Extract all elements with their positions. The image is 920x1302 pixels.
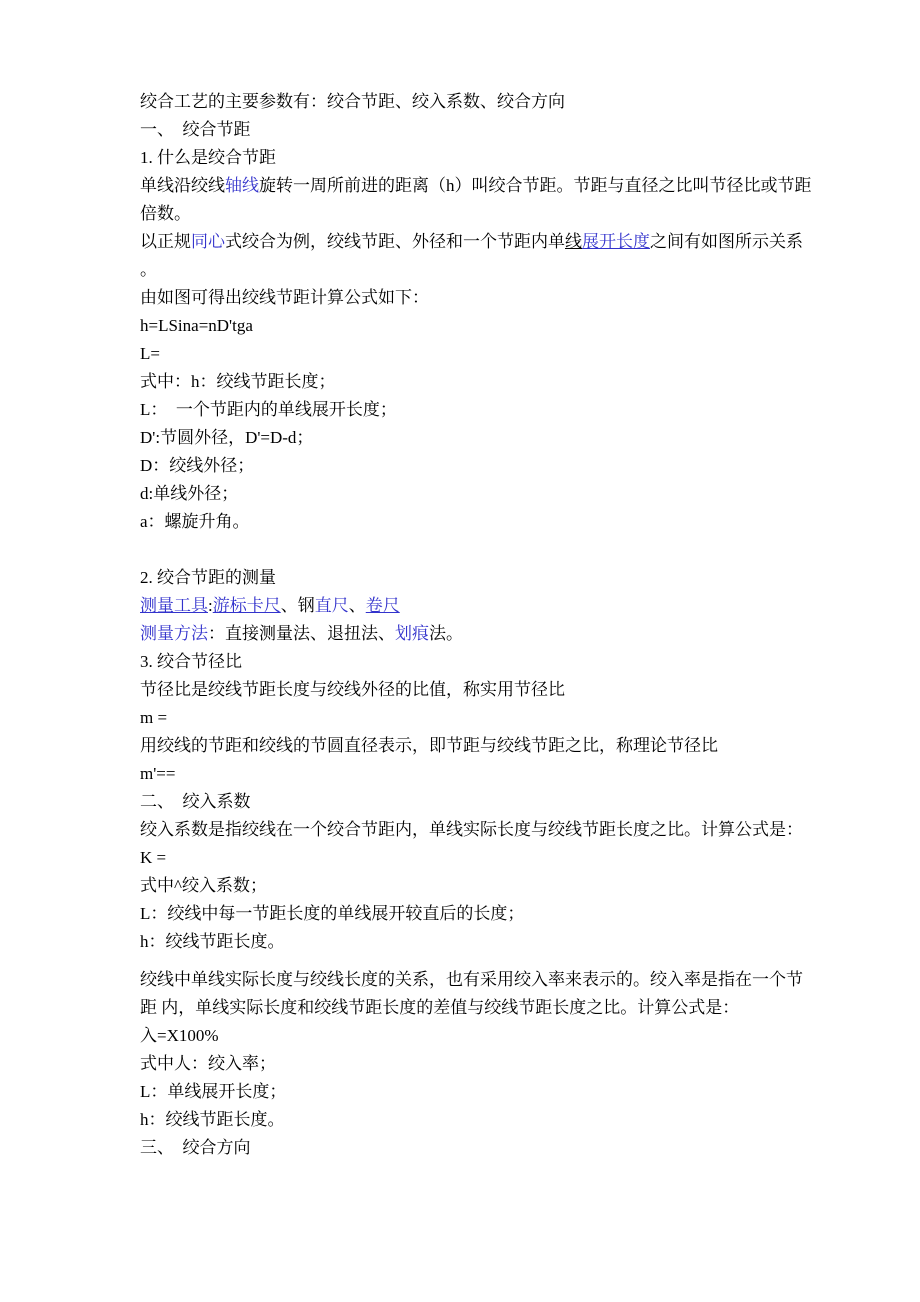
def-L: [140, 396, 795, 424]
text-run: 距 内，单线实际长度和绞线节距长度的差值与绞线节距长度之比。计算公式是：: [140, 998, 740, 1017]
text-run: :: [208, 596, 213, 615]
para-concentric-line-2: [140, 256, 795, 284]
para-concentric-line-1: [140, 228, 803, 256]
measuring-methods-line: [140, 620, 795, 648]
formula-K: [140, 844, 795, 872]
para-ratio-theoretical: [140, 732, 795, 760]
text-run: 三、 绞合方向: [140, 1138, 251, 1157]
text-run: 式中：h：绞线节距长度；: [140, 372, 336, 391]
text-run: 法。: [429, 624, 463, 643]
developed-length-link[interactable]: 展开长度: [582, 232, 650, 251]
text-run: 1. 什么是绞合节距: [140, 148, 276, 167]
text-run: 2. 绞合节距的测量: [140, 568, 276, 587]
subheading-1-3: [140, 648, 795, 676]
def-d: [140, 480, 795, 508]
formula-lambda: [140, 1022, 795, 1050]
vernier-caliper-link[interactable]: 游标卡尺: [212, 596, 281, 615]
measuring-methods-link[interactable]: 测量方法: [140, 624, 208, 643]
text-run: h：绞线节距长度。: [140, 932, 285, 951]
text-run: 由如图可得出绞线节距计算公式如下：: [140, 288, 429, 307]
text-run: h=LSina=nD'tga: [140, 316, 253, 335]
heading-section-1: [140, 116, 795, 144]
text-run: 式中人：绞入率；: [140, 1054, 276, 1073]
text-run: a：螺旋升角。: [140, 512, 250, 531]
def-lambda: [140, 1050, 795, 1078]
measuring-tools-line: [140, 592, 795, 620]
text-run: h：绞线节距长度。: [140, 1110, 285, 1129]
text-run: 二、 绞入系数: [140, 792, 251, 811]
text-run: m'==: [140, 764, 176, 783]
def-h3: [140, 1106, 795, 1134]
para-rate-line-1: [140, 966, 803, 994]
heading-section-3: [140, 1134, 795, 1162]
text-run: 一、 绞合节距: [140, 120, 251, 139]
intro-line: [140, 88, 795, 116]
para-rate-line-2: [140, 994, 795, 1022]
def-K: [140, 872, 795, 900]
text-run: 用绞线的节距和绞线的节圆直径表示，即节距与绞线节距之比，称理论节径比: [140, 736, 718, 755]
formula-h: [140, 312, 795, 340]
text-run: L： 一个节距内的单线展开长度；: [140, 400, 397, 419]
subheading-1-1: [140, 144, 795, 172]
text-run: D：绞线外径；: [140, 456, 255, 475]
tape-measure-link[interactable]: 卷尺: [365, 596, 400, 615]
text-run: 。: [140, 260, 157, 279]
text-run: K =: [140, 848, 167, 867]
formula-intro: [140, 284, 795, 312]
concentric-link[interactable]: 同心: [191, 232, 225, 251]
scratch-link[interactable]: 划痕: [395, 624, 429, 643]
text-run: 式中^绞入系数；: [140, 876, 267, 895]
text-run: L：单线展开长度；: [140, 1082, 287, 1101]
text-run: ：直接测量法、退扭法、: [208, 624, 395, 643]
text-run: 节径比是绞线节距长度与绞线外径的比值，称实用节径比: [140, 680, 565, 699]
para-pitch-def-line-2: [140, 200, 795, 228]
text-run: 入=X100%: [140, 1026, 219, 1045]
heading-section-2: [140, 788, 795, 816]
text-run: 3. 绞合节径比: [140, 652, 242, 671]
text-run: 、: [348, 596, 366, 615]
def-D-prime: [140, 424, 795, 452]
text-run: L=: [140, 344, 160, 363]
def-a: [140, 508, 795, 536]
para-coefficient-def: [140, 816, 803, 844]
text-run: m =: [140, 708, 168, 727]
axis-link[interactable]: 轴线: [225, 176, 259, 195]
formula-m: [140, 704, 795, 732]
measuring-tools-link[interactable]: 测量工具: [140, 596, 208, 615]
def-D: [140, 452, 795, 480]
text-run: 单线沿绞线: [140, 176, 225, 195]
text-run: 以正规: [140, 232, 191, 251]
text-run: D':节圆外径，D'=D-d；: [140, 428, 314, 447]
def-L3: [140, 1078, 795, 1106]
text-run: 旋转一周所前进的距离（h）叫绞合节距。节距与直径之比叫节径比或节距: [259, 176, 812, 195]
text-run: 绞入系数是指绞线在一个绞合节距内，单线实际长度与绞线节距长度之比。计算公式是：: [140, 820, 803, 839]
text-run: 绞线中单线实际长度与绞线长度的关系，也有采用绞入率来表示的。绞入率是指在一个节: [140, 970, 803, 989]
formula-L: [140, 340, 795, 368]
text-run: 倍数。: [140, 204, 191, 223]
text-run: 、钢: [280, 596, 315, 615]
text-run: d:单线外径；: [140, 484, 239, 503]
text-run: 绞合工艺的主要参数有：绞合节距、绞入系数、绞合方向: [140, 92, 565, 111]
def-h: [140, 368, 795, 396]
blank-line: [140, 536, 795, 564]
formula-m-prime: [140, 760, 795, 788]
para-ratio-practical: [140, 676, 795, 704]
text-run: 之间有如图所示关系: [650, 232, 803, 251]
wire-link-part[interactable]: 线: [565, 232, 582, 251]
def-L2: [140, 900, 795, 928]
text-run: 式绞合为例，绞线节距、外径和一个节距内单: [225, 232, 565, 251]
def-h2: [140, 928, 795, 956]
subheading-1-2: [140, 564, 795, 592]
ruler-link[interactable]: 直尺: [314, 596, 349, 615]
para-pitch-def-line-1: [140, 172, 812, 200]
text-run: L：绞线中每一节距长度的单线展开较直后的长度；: [140, 904, 525, 923]
